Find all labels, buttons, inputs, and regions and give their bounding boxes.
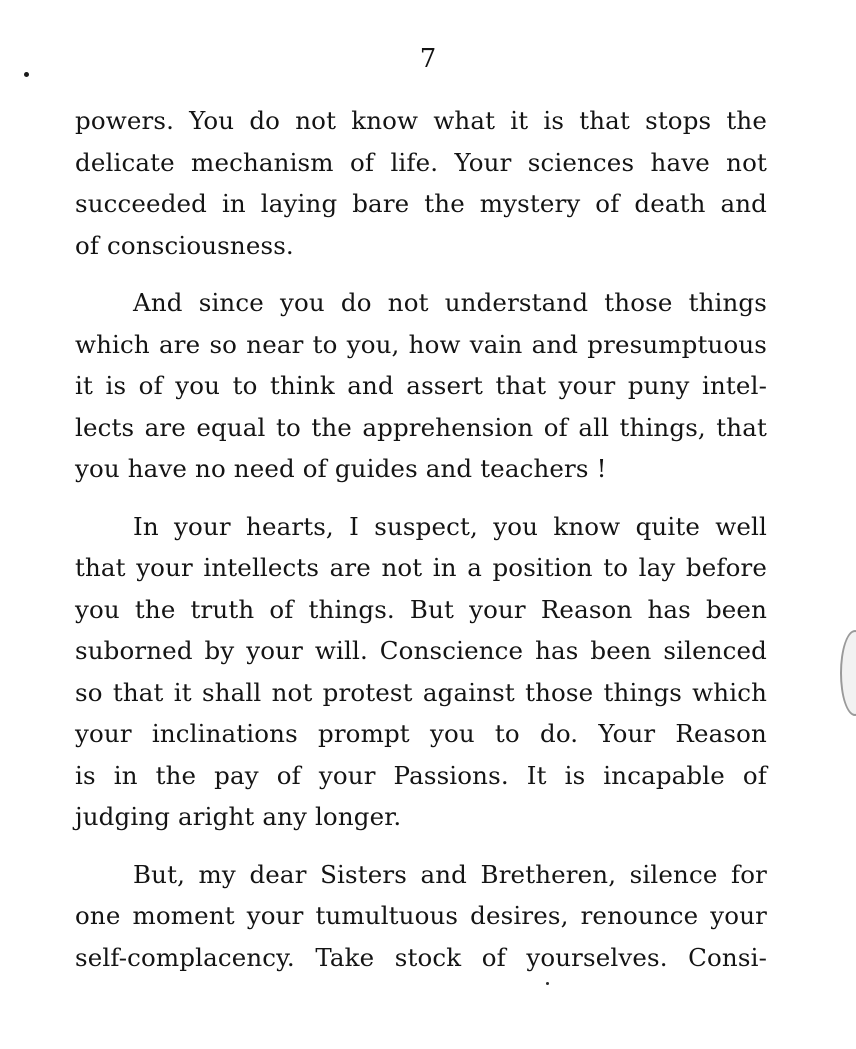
text-line: you have no need of guides and teachers ! xyxy=(75,454,607,483)
text-line: your inclinations prompt you to do. Your Reason xyxy=(75,719,767,748)
text-line: so that it shall not protest against those things which xyxy=(75,677,767,707)
text-line: powers. You do not know what it is that stops the xyxy=(75,106,767,135)
paragraph-3 xyxy=(75,506,767,838)
paragraph-4 xyxy=(75,854,767,979)
text-line: you the truth of things. But your Reason has been xyxy=(75,594,767,624)
text-line: judging aright any longer. xyxy=(75,802,402,831)
text-line: delicate mechanism of life. Your sciences have not xyxy=(75,147,767,177)
text-line: of consciousness. xyxy=(75,230,294,260)
text-line: self-complacency. Take stock of yourselves. Consi- xyxy=(75,942,767,972)
text-line: one moment your tumultuous desires, renounce your xyxy=(75,901,767,930)
text-line: which are so near to you, how vain and presumptuous xyxy=(75,329,767,359)
text-line: succeeded in laying bare the mystery of death and xyxy=(75,189,767,218)
text-line: is in the pay of your Passions. It is incapable of xyxy=(75,760,767,790)
page-number: 7 xyxy=(419,44,437,74)
text-line: In your hearts, I suspect, you know quite well xyxy=(133,511,767,541)
text-line: But, my dear Sisters and Bretheren, silence for xyxy=(133,859,767,889)
text-line: it is of you to think and assert that your puny intel- xyxy=(75,371,767,400)
body-text xyxy=(75,100,767,978)
text-line: And since you do not understand those things xyxy=(133,288,767,317)
paragraph-1 xyxy=(75,100,767,266)
paragraph-2 xyxy=(75,282,767,490)
text-line: lects are equal to the apprehension of all things, that xyxy=(75,412,767,442)
page-edge-mark xyxy=(840,630,856,716)
print-speck xyxy=(546,982,549,985)
text-line: that your intellects are not in a position to lay before xyxy=(75,553,767,582)
text-line: suborned by your will. Conscience has been silenced xyxy=(75,636,767,665)
